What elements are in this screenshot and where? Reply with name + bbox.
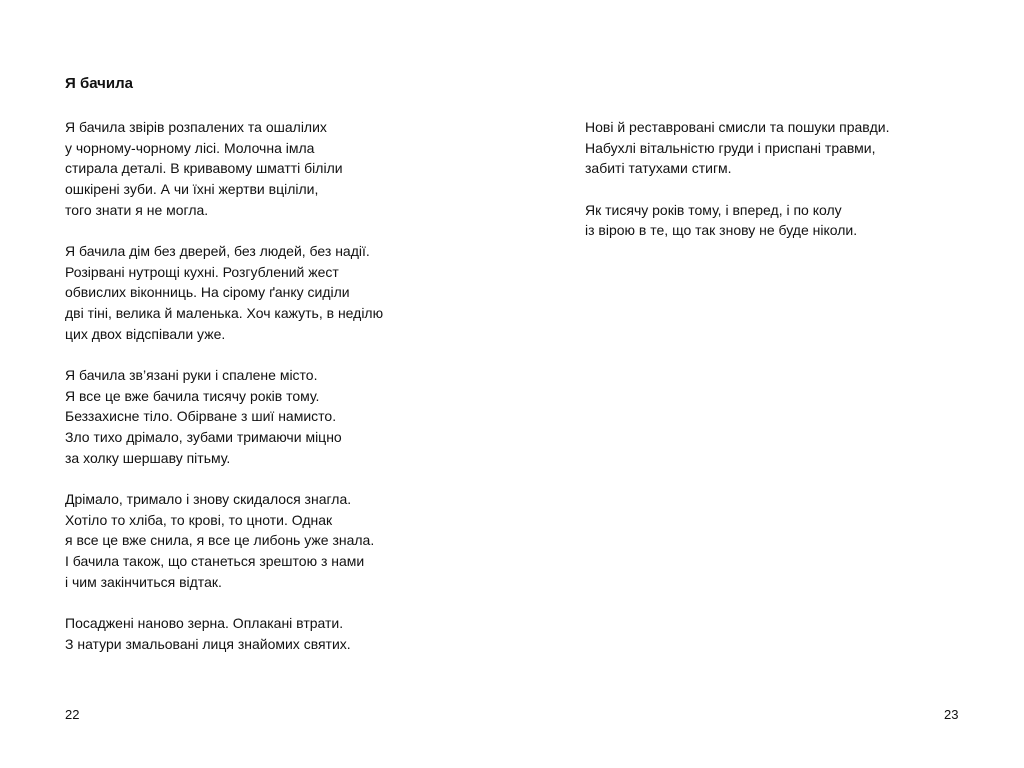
poem-line: Розірвані нутрощі кухні. Розгублений жест	[65, 263, 339, 280]
left-page-body	[65, 117, 485, 675]
page-number: 23	[944, 707, 959, 722]
stanza	[585, 117, 1005, 179]
poem-line: і чим закінчиться відтак.	[65, 573, 222, 590]
stanza	[65, 241, 485, 345]
poem-line: З натури змальовані лиця знайомих святих.	[65, 635, 351, 652]
poem-line: Я бачила зв’язані руки і спалене місто.	[65, 367, 318, 384]
right-page	[512, 0, 1024, 768]
poem-line: Я бачила звірів розпалених та ошалілих	[65, 119, 327, 135]
page-number: 22	[65, 707, 80, 722]
poem-title: Я бачила	[65, 75, 133, 92]
poem-line: із вірою в те, що так знову не буде ніколи.	[585, 222, 858, 239]
poem-line: того знати я не могла.	[65, 201, 209, 218]
poem-line: забиті татухами стигм.	[585, 160, 732, 177]
poem-line: за холку шершаву пітьму.	[65, 449, 231, 466]
poem-line: Посаджені наново зерна. Оплакані втрати.	[65, 615, 344, 632]
stanza	[585, 200, 1005, 241]
stanza	[65, 117, 485, 221]
poem-line: Я бачила дім без дверей, без людей, без надії.	[65, 243, 370, 260]
right-page-body	[585, 117, 1005, 262]
poem-line: обвислих віконниць. На сірому ґанку сиділи	[65, 284, 350, 301]
stanza	[65, 489, 485, 593]
poem-line: Нові й реставровані смисли та пошуки правди.	[585, 119, 890, 135]
poem-line: стирала деталі. В кривавому шматті біліли	[65, 160, 343, 177]
poem-line: Як тисячу років тому, і вперед, і по колу	[585, 201, 842, 218]
poem-line: дві тіні, велика й маленька. Хоч кажуть, в неділю	[65, 305, 384, 322]
poem-line: Набухлі вітальністю груди і приспані травми,	[585, 139, 876, 156]
poem-line: І бачила також, що станеться зрештою з нами	[65, 553, 365, 570]
poem-line: Хотіло то хліба, то крові, то цноти. Однак	[65, 511, 333, 528]
poem-line: Зло тихо дрімало, зубами тримаючи міцно	[65, 429, 342, 446]
poem-line: ошкірені зуби. А чи їхні жертви вціліли,	[65, 181, 319, 198]
stanza	[65, 365, 485, 469]
poem-line: Беззахисне тіло. Обірване з шиї намисто.	[65, 408, 337, 425]
poem-line: Дрімало, тримало і знову скидалося знагла.	[65, 491, 352, 508]
poem-line: цих двох відспівали уже.	[65, 325, 226, 342]
poem-line: я все це вже снила, я все це либонь уже знала.	[65, 532, 375, 549]
poem-line: у чорному-чорному лісі. Молочна імла	[65, 139, 315, 156]
stanza	[65, 613, 485, 654]
poem-line: Я все це вже бачила тисячу років тому.	[65, 387, 320, 404]
